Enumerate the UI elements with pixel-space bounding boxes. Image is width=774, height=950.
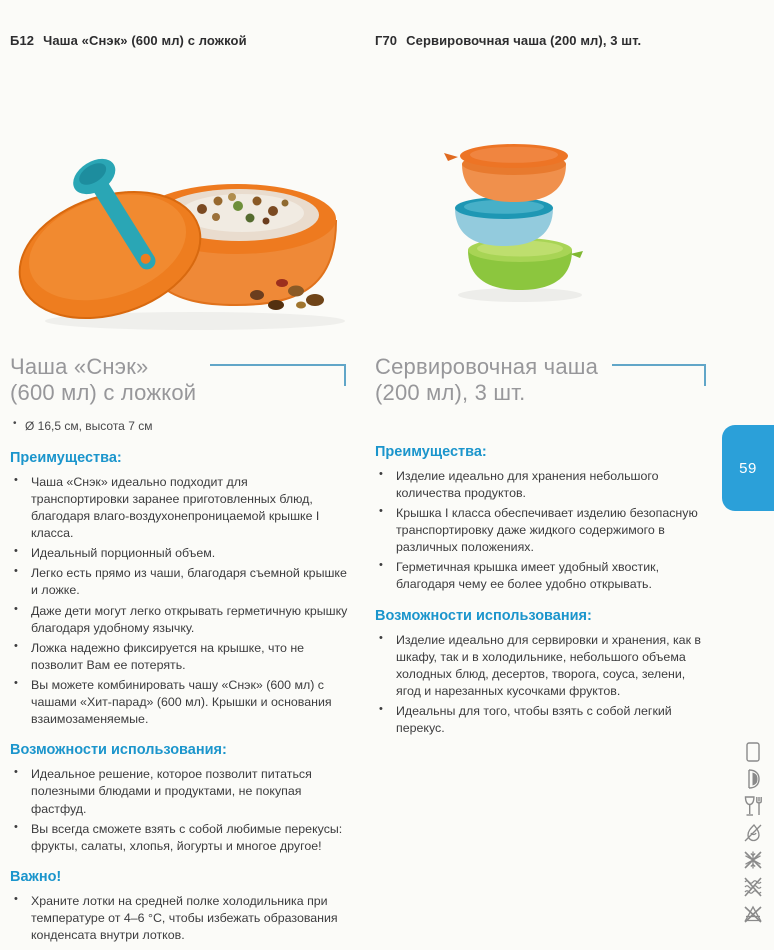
product-header-left <box>10 33 247 48</box>
green-bowl <box>468 238 583 290</box>
list-item: • Идеальное решение, которое позволит питаться полезными блюдами и продуктами, не покупая фастфуд. <box>10 766 348 817</box>
title-bracket-line <box>612 364 706 386</box>
list-item: • Ложка надежно фиксируется на крышке, что не позволит Вам ее потерять. <box>10 640 348 674</box>
product-header-title: Чаша «Снэк» (600 мл) с ложкой <box>43 33 247 48</box>
product-header-title: Сервировочная чаша (200 мл), 3 шт. <box>406 33 642 48</box>
no-dishwasher-icon <box>741 902 765 926</box>
important-heading: Важно! <box>10 868 62 885</box>
care-symbols <box>741 740 765 926</box>
snack-bowl-photo <box>10 133 345 343</box>
size-note: • Ø 16,5 см, высота 7 см <box>10 419 348 436</box>
list-item: • Герметичная крышка имеет удобный хвостик, благодаря чему ее более удобно открывать. <box>375 559 708 593</box>
list-item: • Изделие идеально для хранения небольшого количества продуктов. <box>375 468 708 502</box>
product-description-right <box>375 354 708 740</box>
title-bracket-line <box>210 364 346 386</box>
serving-bowls-photo <box>418 138 618 313</box>
no-microwave-icon <box>741 875 765 899</box>
product-code: Б12 <box>10 33 35 48</box>
container-icon <box>741 740 765 764</box>
list-item: • Идеальный порционный объем. <box>10 545 348 562</box>
no-freezer-icon <box>741 848 765 872</box>
list-item: • Вы можете комбинировать чашу «Снэк» (600 мл) с чашами «Хит-парад» (600 мл). Крышки и основания взаимозаменяемые. <box>10 677 348 728</box>
usage-list <box>10 766 348 855</box>
product-header-right <box>375 33 641 48</box>
teal-bowl <box>455 197 553 246</box>
list-item: • Вы всегда сможете взять с собой любимые перекусы: фрукты, салаты, хлопья, йогурты и многое другое! <box>10 821 348 855</box>
advantages-heading: Преимущества: <box>10 449 122 466</box>
food-safe-icon <box>741 794 765 818</box>
list-item: • Изделие идеально для сервировки и хранения, как в шкафу, так и в холодильнике, небольшого объема холодных блюд, десертов, творога, соуса, зелени, ягод и нарезанных кусочками фруктов. <box>375 632 708 700</box>
list-item: • Крышка I класса обеспечивает изделию безопасную транспортировку даже жидкого содержимого в различных положениях. <box>375 505 708 556</box>
liquid-tight-lid-icon <box>741 767 765 791</box>
product-code: Г70 <box>375 33 398 48</box>
advantages-list <box>375 468 708 594</box>
advantages-list <box>10 474 348 729</box>
usage-heading: Возможности использования: <box>375 607 592 624</box>
important-list <box>10 893 348 944</box>
no-open-flame-icon <box>741 821 765 845</box>
orange-bowl <box>444 144 568 202</box>
list-item: • Легко есть прямо из чаши, благодаря съемной крышке и ложке. <box>10 565 348 599</box>
list-item: • Чаша «Снэк» идеально подходит для транспортировки заранее приготовленных блюд, благодаря влаго-воздухонепроницаемой крышке I класса. <box>10 474 348 542</box>
usage-list <box>375 632 708 738</box>
list-item: • Идеальны для того, чтобы взять с собой легкий перекус. <box>375 703 708 737</box>
list-item: • Храните лотки на средней полке холодильника при температуре от 4–6 °С, чтобы избежать образования конденсата внутри лотков. <box>10 893 348 944</box>
product-title: Сервировочная чаша (200 мл), 3 шт. <box>375 354 599 406</box>
usage-heading: Возможности использования: <box>10 742 227 759</box>
list-item: • Даже дети могут легко открывать герметичную крышку благодаря удобному язычку. <box>10 603 348 637</box>
product-title: Чаша «Снэк» (600 мл) с ложкой <box>10 354 197 406</box>
page-number-tab <box>722 425 774 511</box>
advantages-heading: Преимущества: <box>375 443 487 460</box>
product-description-left <box>10 354 348 947</box>
page-number: 59 <box>739 459 757 477</box>
